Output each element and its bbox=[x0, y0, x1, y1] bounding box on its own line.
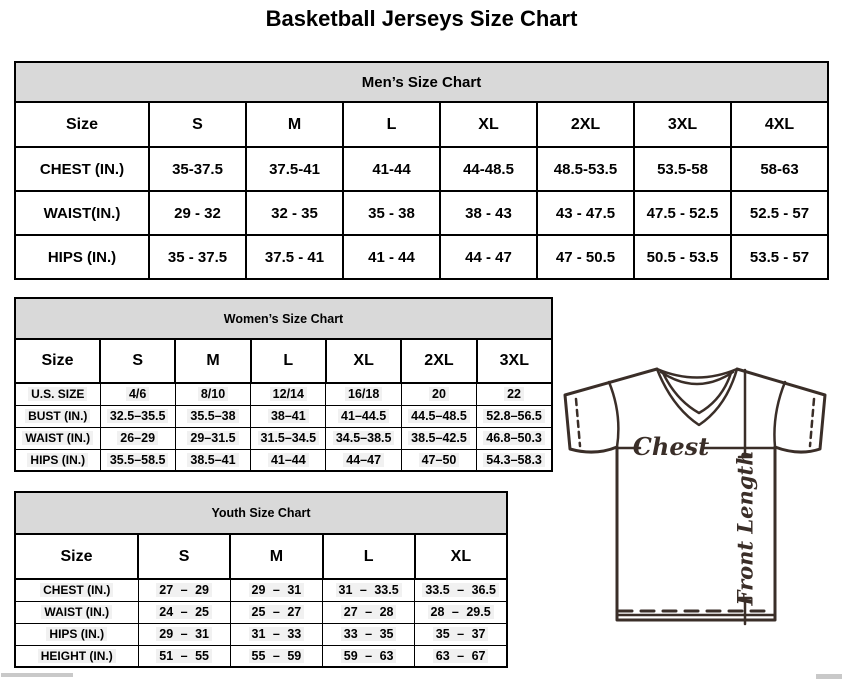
column-header: S bbox=[138, 534, 230, 579]
chest-label: Chest bbox=[632, 432, 710, 461]
size-value-cell: 41–44 bbox=[251, 449, 326, 471]
row-label: HIPS (IN.) bbox=[15, 623, 138, 645]
column-header: 2XL bbox=[537, 102, 634, 147]
row-label: HIPS (IN.) bbox=[15, 449, 100, 471]
table-title: Men’s Size Chart bbox=[15, 62, 828, 102]
size-value-cell: 35.5–58.5 bbox=[100, 449, 175, 471]
column-header: 3XL bbox=[477, 339, 552, 383]
size-value-cell: 46.8–50.3 bbox=[477, 427, 552, 449]
size-value-cell: 44.5–48.5 bbox=[401, 405, 476, 427]
size-value-cell: 35 – 37 bbox=[415, 623, 507, 645]
column-header: 3XL bbox=[634, 102, 731, 147]
size-value-cell: 27 – 28 bbox=[323, 601, 415, 623]
size-value-cell: 52.5 - 57 bbox=[731, 191, 828, 235]
row-label: HIPS (IN.) bbox=[15, 235, 149, 279]
size-header: Size bbox=[15, 534, 138, 579]
table-row bbox=[15, 623, 507, 645]
size-value-cell: 32 - 35 bbox=[246, 191, 343, 235]
size-value-cell: 35 - 38 bbox=[343, 191, 440, 235]
size-value-cell: 54.3–58.3 bbox=[477, 449, 552, 471]
size-value-cell: 51 – 55 bbox=[138, 645, 230, 667]
size-value-cell: 38.5–42.5 bbox=[401, 427, 476, 449]
scrollbar-remnant-right bbox=[816, 674, 842, 679]
size-value-cell: 38 - 43 bbox=[440, 191, 537, 235]
size-value-cell: 35 - 37.5 bbox=[149, 235, 246, 279]
row-label: CHEST (IN.) bbox=[15, 147, 149, 191]
column-header: M bbox=[230, 534, 322, 579]
row-label: WAIST (IN.) bbox=[15, 601, 138, 623]
row-label: WAIST(IN.) bbox=[15, 191, 149, 235]
size-value-cell: 48.5-53.5 bbox=[537, 147, 634, 191]
size-value-cell: 38.5–41 bbox=[175, 449, 250, 471]
size-value-cell: 37.5-41 bbox=[246, 147, 343, 191]
size-value-cell: 37.5 - 41 bbox=[246, 235, 343, 279]
size-value-cell: 35.5–38 bbox=[175, 405, 250, 427]
table-row bbox=[15, 579, 507, 601]
column-header: L bbox=[343, 102, 440, 147]
front-length-label: Front Length bbox=[732, 450, 758, 606]
size-value-cell: 53.5 - 57 bbox=[731, 235, 828, 279]
size-value-cell: 33 – 35 bbox=[323, 623, 415, 645]
jersey-armhole-left bbox=[609, 382, 618, 447]
column-header: L bbox=[251, 339, 326, 383]
size-value-cell: 29–31.5 bbox=[175, 427, 250, 449]
size-value-cell: 43 - 47.5 bbox=[537, 191, 634, 235]
size-value-cell: 25 – 27 bbox=[230, 601, 322, 623]
youth-size-table bbox=[14, 491, 508, 668]
table-row bbox=[15, 383, 552, 405]
size-value-cell: 58-63 bbox=[731, 147, 828, 191]
table-row bbox=[15, 235, 828, 279]
size-value-cell: 32.5–35.5 bbox=[100, 405, 175, 427]
size-value-cell: 34.5–38.5 bbox=[326, 427, 401, 449]
size-value-cell: 47–50 bbox=[401, 449, 476, 471]
jersey-armhole-right bbox=[774, 382, 785, 447]
jersey-cuff-dash-left bbox=[576, 399, 580, 446]
womens-size-table bbox=[14, 297, 553, 472]
jersey-measurement-diagram bbox=[555, 362, 843, 629]
size-value-cell: 44-48.5 bbox=[440, 147, 537, 191]
size-value-cell: 28 – 29.5 bbox=[415, 601, 507, 623]
table-title: Youth Size Chart bbox=[15, 492, 507, 534]
jersey-cuff-dash-right bbox=[810, 399, 814, 446]
row-label: BUST (IN.) bbox=[15, 405, 100, 427]
table-row bbox=[15, 427, 552, 449]
mens-size-table bbox=[14, 61, 829, 280]
scrollbar-remnant-left bbox=[1, 673, 73, 677]
table-row bbox=[15, 645, 507, 667]
size-value-cell: 4/6 bbox=[100, 383, 175, 405]
size-value-cell: 38–41 bbox=[251, 405, 326, 427]
column-header: 4XL bbox=[731, 102, 828, 147]
column-header: M bbox=[246, 102, 343, 147]
size-value-cell: 16/18 bbox=[326, 383, 401, 405]
size-value-cell: 20 bbox=[401, 383, 476, 405]
size-value-cell: 55 – 59 bbox=[230, 645, 322, 667]
size-value-cell: 47 - 50.5 bbox=[537, 235, 634, 279]
size-value-cell: 24 – 25 bbox=[138, 601, 230, 623]
size-value-cell: 41 - 44 bbox=[343, 235, 440, 279]
column-header: S bbox=[149, 102, 246, 147]
table-row bbox=[15, 405, 552, 427]
size-value-cell: 52.8–56.5 bbox=[477, 405, 552, 427]
table-row bbox=[15, 191, 828, 235]
size-value-cell: 27 – 29 bbox=[138, 579, 230, 601]
column-header: S bbox=[100, 339, 175, 383]
column-header: XL bbox=[326, 339, 401, 383]
size-value-cell: 31.5–34.5 bbox=[251, 427, 326, 449]
table-title: Women’s Size Chart bbox=[15, 298, 552, 339]
size-value-cell: 50.5 - 53.5 bbox=[634, 235, 731, 279]
jersey-outline-shape bbox=[565, 369, 825, 620]
column-header: M bbox=[175, 339, 250, 383]
table-row bbox=[15, 601, 507, 623]
size-value-cell: 26–29 bbox=[100, 427, 175, 449]
size-value-cell: 12/14 bbox=[251, 383, 326, 405]
size-value-cell: 33.5 – 36.5 bbox=[415, 579, 507, 601]
size-value-cell: 44 - 47 bbox=[440, 235, 537, 279]
size-value-cell: 29 - 32 bbox=[149, 191, 246, 235]
column-header: 2XL bbox=[401, 339, 476, 383]
column-header: L bbox=[323, 534, 415, 579]
size-value-cell: 41-44 bbox=[343, 147, 440, 191]
size-value-cell: 44–47 bbox=[326, 449, 401, 471]
row-label: CHEST (IN.) bbox=[15, 579, 138, 601]
size-value-cell: 59 – 63 bbox=[323, 645, 415, 667]
size-header: Size bbox=[15, 102, 149, 147]
size-header: Size bbox=[15, 339, 100, 383]
column-header: XL bbox=[440, 102, 537, 147]
size-value-cell: 41–44.5 bbox=[326, 405, 401, 427]
page-title: Basketball Jerseys Size Chart bbox=[265, 6, 578, 31]
size-value-cell: 29 – 31 bbox=[138, 623, 230, 645]
row-label: HEIGHT (IN.) bbox=[15, 645, 138, 667]
table-row bbox=[15, 147, 828, 191]
size-value-cell: 47.5 - 52.5 bbox=[634, 191, 731, 235]
size-value-cell: 53.5-58 bbox=[634, 147, 731, 191]
column-header: XL bbox=[415, 534, 507, 579]
size-value-cell: 35-37.5 bbox=[149, 147, 246, 191]
size-value-cell: 31 – 33 bbox=[230, 623, 322, 645]
row-label: U.S. SIZE bbox=[15, 383, 100, 405]
size-value-cell: 8/10 bbox=[175, 383, 250, 405]
row-label: WAIST (IN.) bbox=[15, 427, 100, 449]
size-value-cell: 63 – 67 bbox=[415, 645, 507, 667]
size-value-cell: 22 bbox=[477, 383, 552, 405]
table-row bbox=[15, 449, 552, 471]
size-value-cell: 31 – 33.5 bbox=[323, 579, 415, 601]
size-value-cell: 29 – 31 bbox=[230, 579, 322, 601]
